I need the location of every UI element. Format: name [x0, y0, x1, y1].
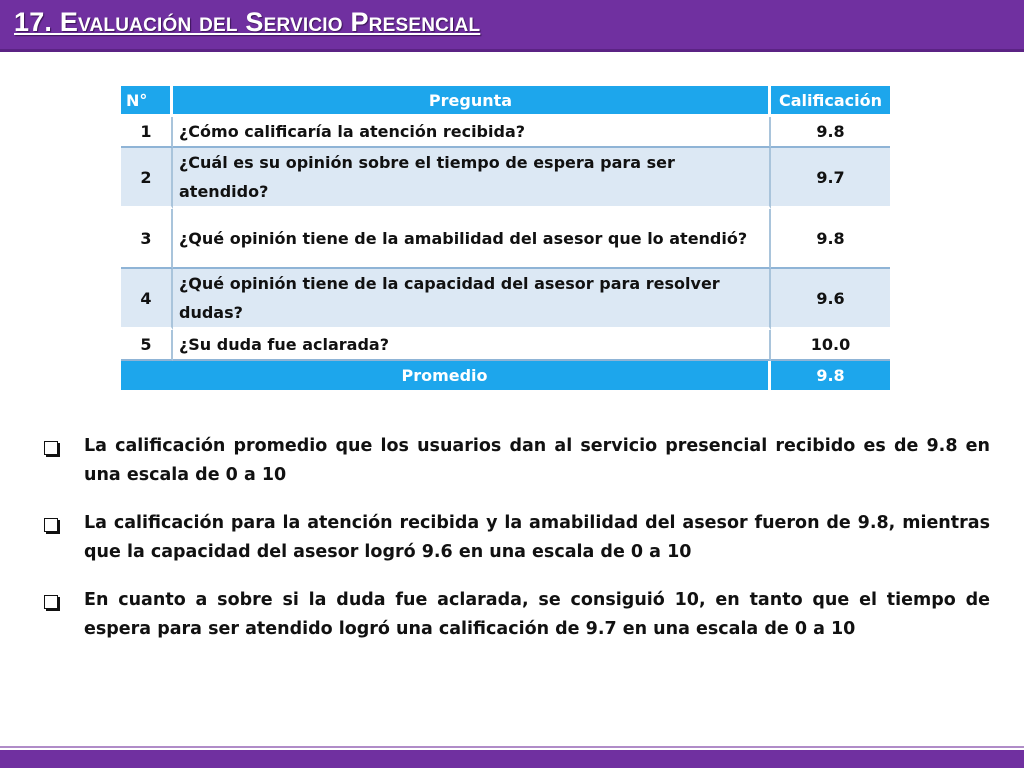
- evaluation-table: [121, 86, 890, 390]
- row-question: ¿Cuál es su opinión sobre el tiempo de espera para ser atendido?: [173, 148, 771, 209]
- row-rating: 10.0: [771, 330, 890, 361]
- table-row: [121, 209, 890, 269]
- row-rating: 9.6: [771, 269, 890, 330]
- bullet-item: [44, 432, 990, 490]
- table-footer-row: [121, 361, 890, 390]
- row-number: 4: [121, 269, 173, 330]
- table-header-row: [121, 86, 890, 117]
- row-rating: 9.7: [771, 148, 890, 209]
- checkbox-square-icon: [44, 441, 58, 455]
- row-number: 2: [121, 148, 173, 209]
- header-number: N°: [121, 86, 173, 117]
- summary-bullets: [44, 432, 990, 663]
- header-rating: Calificación: [771, 86, 890, 117]
- bullet-item: [44, 509, 990, 567]
- table-row: [121, 117, 890, 148]
- table-row: [121, 269, 890, 330]
- bullet-item: [44, 586, 990, 644]
- row-number: 5: [121, 330, 173, 361]
- row-rating: 9.8: [771, 117, 890, 148]
- header-question: Pregunta: [173, 86, 771, 117]
- row-question: ¿Cómo calificaría la atención recibida?: [173, 117, 771, 148]
- footer-label: Promedio: [121, 361, 771, 390]
- row-question: ¿Su duda fue aclarada?: [173, 330, 771, 361]
- checkbox-square-icon: [44, 595, 58, 609]
- row-question: ¿Qué opinión tiene de la amabilidad del asesor que lo atendió?: [173, 209, 771, 269]
- row-question: ¿Qué opinión tiene de la capacidad del asesor para resolver dudas?: [173, 269, 771, 330]
- row-number: 1: [121, 117, 173, 148]
- row-number: 3: [121, 209, 173, 269]
- row-rating: 9.8: [771, 209, 890, 269]
- title-bar: [0, 0, 1024, 52]
- footer-value: 9.8: [771, 361, 890, 390]
- checkbox-square-icon: [44, 518, 58, 532]
- bullet-text: La calificación promedio que los usuarios dan al servicio presencial recibido es de 9.8 en una escala de 0 a 10: [84, 436, 990, 485]
- table-row: [121, 330, 890, 361]
- bullet-text: La calificación para la atención recibida y la amabilidad del asesor fueron de 9.8, mientras que la capacidad del asesor logró 9.6 en una escala de 0 a 10: [84, 513, 990, 562]
- footer-bar: [0, 750, 1024, 768]
- table-row: [121, 148, 890, 209]
- bullet-text: En cuanto a sobre si la duda fue aclarada, se consiguió 10, en tanto que el tiempo de espera para ser atendido logró una calificación de 9.7 en una escala de 0 a 10: [84, 590, 990, 639]
- page-title: 17. Evaluación del Servicio Presencial: [14, 7, 481, 37]
